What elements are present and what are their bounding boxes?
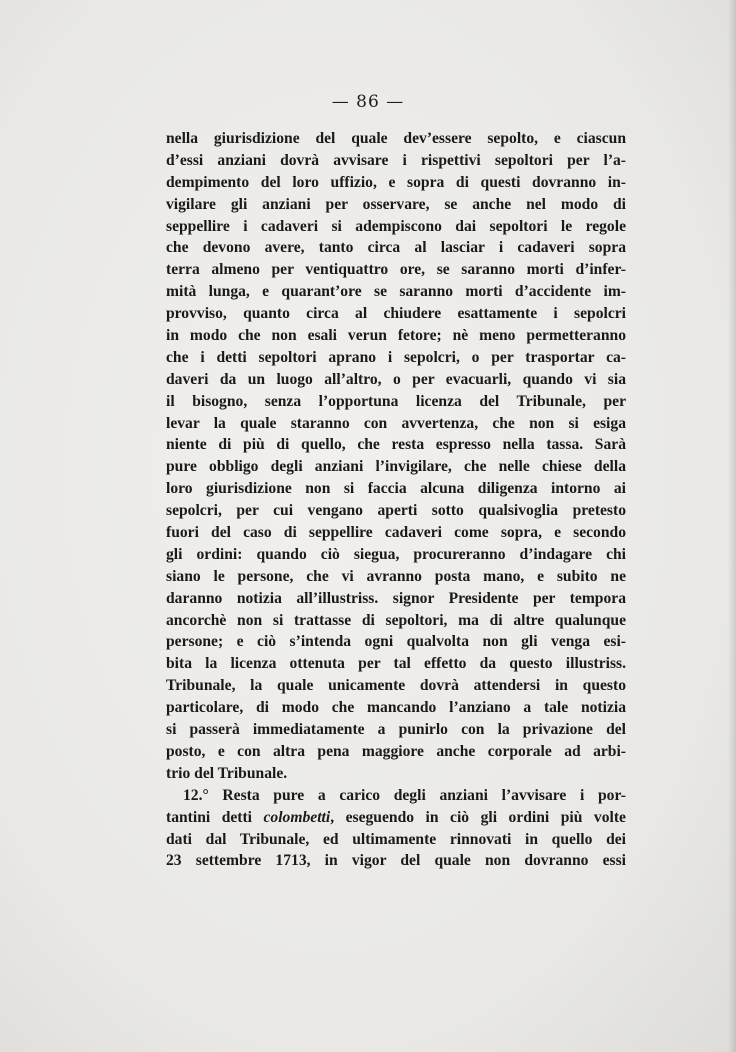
text-line: niente di più di quello, che resta espresso nella tassa. Sarà: [166, 436, 626, 454]
text-line: ancorchè non si trattasse di sepoltori, ma di altre qualunque: [166, 611, 626, 629]
text-line: bita la licenza ottenuta per tal effetto da questo illustriss.: [166, 655, 626, 673]
text-line: fuori del caso di seppellire cadaveri come sopra, e secondo: [166, 524, 626, 542]
text-line: siano le persone, che vi avranno posta mano, e subito ne: [166, 567, 626, 585]
text-line: 23 settembre 1713, in vigor del quale non dovranno essi: [166, 852, 626, 870]
text-line: nella giurisdizione del quale dev’essere sepolto, e ciascun: [166, 130, 626, 147]
text-line: sepolcri, per cui vengano aperti sotto qualsivoglia pretesto: [166, 502, 626, 520]
body-text: [166, 128, 626, 872]
text-line: che i detti sepoltori aprano i sepolcri, o per trasportar ca-: [166, 348, 626, 366]
text-line: seppellire i cadaveri si adempiscono dai sepoltori le regole: [166, 217, 626, 235]
text-span: , eseguendo in ciò gli ordini più volte: [330, 808, 626, 826]
italic-term: colombetti: [263, 808, 331, 826]
text-line: trio del Tribunale.: [166, 764, 288, 782]
text-line: dati dal Tribunale, ed ultimamente rinnovati in quello dei: [166, 830, 626, 848]
text-line: persone; e ciò s’intenda ogni qualvolta non gli venga esi-: [166, 633, 626, 651]
page-number: — 86 —: [331, 92, 405, 112]
text-line: che devono avere, tanto circa al lasciar i cadaveri sopra: [166, 239, 626, 257]
text-line: daranno notizia all’illustriss. signor Presidente per tempora: [166, 589, 626, 607]
text-line: provviso, quanto circa al chiudere esattamente i sepolcri: [166, 305, 626, 323]
text-line: il bisogno, senza l’opportuna licenza del Tribunale, per: [166, 392, 626, 410]
text-line: terra almeno per ventiquattro ore, se saranno morti d’infer-: [166, 261, 626, 279]
page-edge-shadow: [728, 0, 736, 1052]
text-line: si passerà immediatamente a punirlo con la privazione del: [166, 721, 626, 739]
text-line: Tribunale, la quale unicamente dovrà attendersi in questo: [166, 677, 626, 695]
text-line: daveri da un luogo all’altro, o per evacuarli, quando vi sia: [166, 370, 626, 388]
text-line: [166, 807, 626, 829]
text-line: in modo che non esali verun fetore; nè meno permetteranno: [166, 327, 626, 345]
text-line: vigilare gli anziani per osservare, se anche nel modo di: [166, 195, 626, 213]
text-line: pure obbligo degli anziani l’invigilare, che nelle chiese della: [166, 458, 626, 476]
text-line: particolare, di modo che mancando l’anziano a tale notizia: [166, 699, 626, 717]
text-line: posto, e con altra pena maggiore anche corporale ad arbi-: [166, 742, 626, 760]
text-line: dempimento del loro uffizio, e sopra di questi dovranno in-: [166, 173, 626, 191]
text-line: gli ordini: quando ciò siegua, procureranno d’indagare chi: [166, 545, 626, 563]
text-line: 12.° Resta pure a carico degli anziani l’avvisare i por-: [183, 786, 626, 804]
text-span: tantini detti: [166, 808, 264, 826]
text-line: loro giurisdizione non si faccia alcuna diligenza intorno ai: [166, 480, 626, 498]
text-line: levar la quale staranno con avvertenza, che non si esiga: [166, 414, 626, 432]
text-line: d’essi anziani dovrà avvisare i rispettivi sepoltori per l’a-: [166, 151, 626, 169]
text-line: mità lunga, e quarant’ore se saranno morti d’accidente im-: [166, 283, 626, 301]
